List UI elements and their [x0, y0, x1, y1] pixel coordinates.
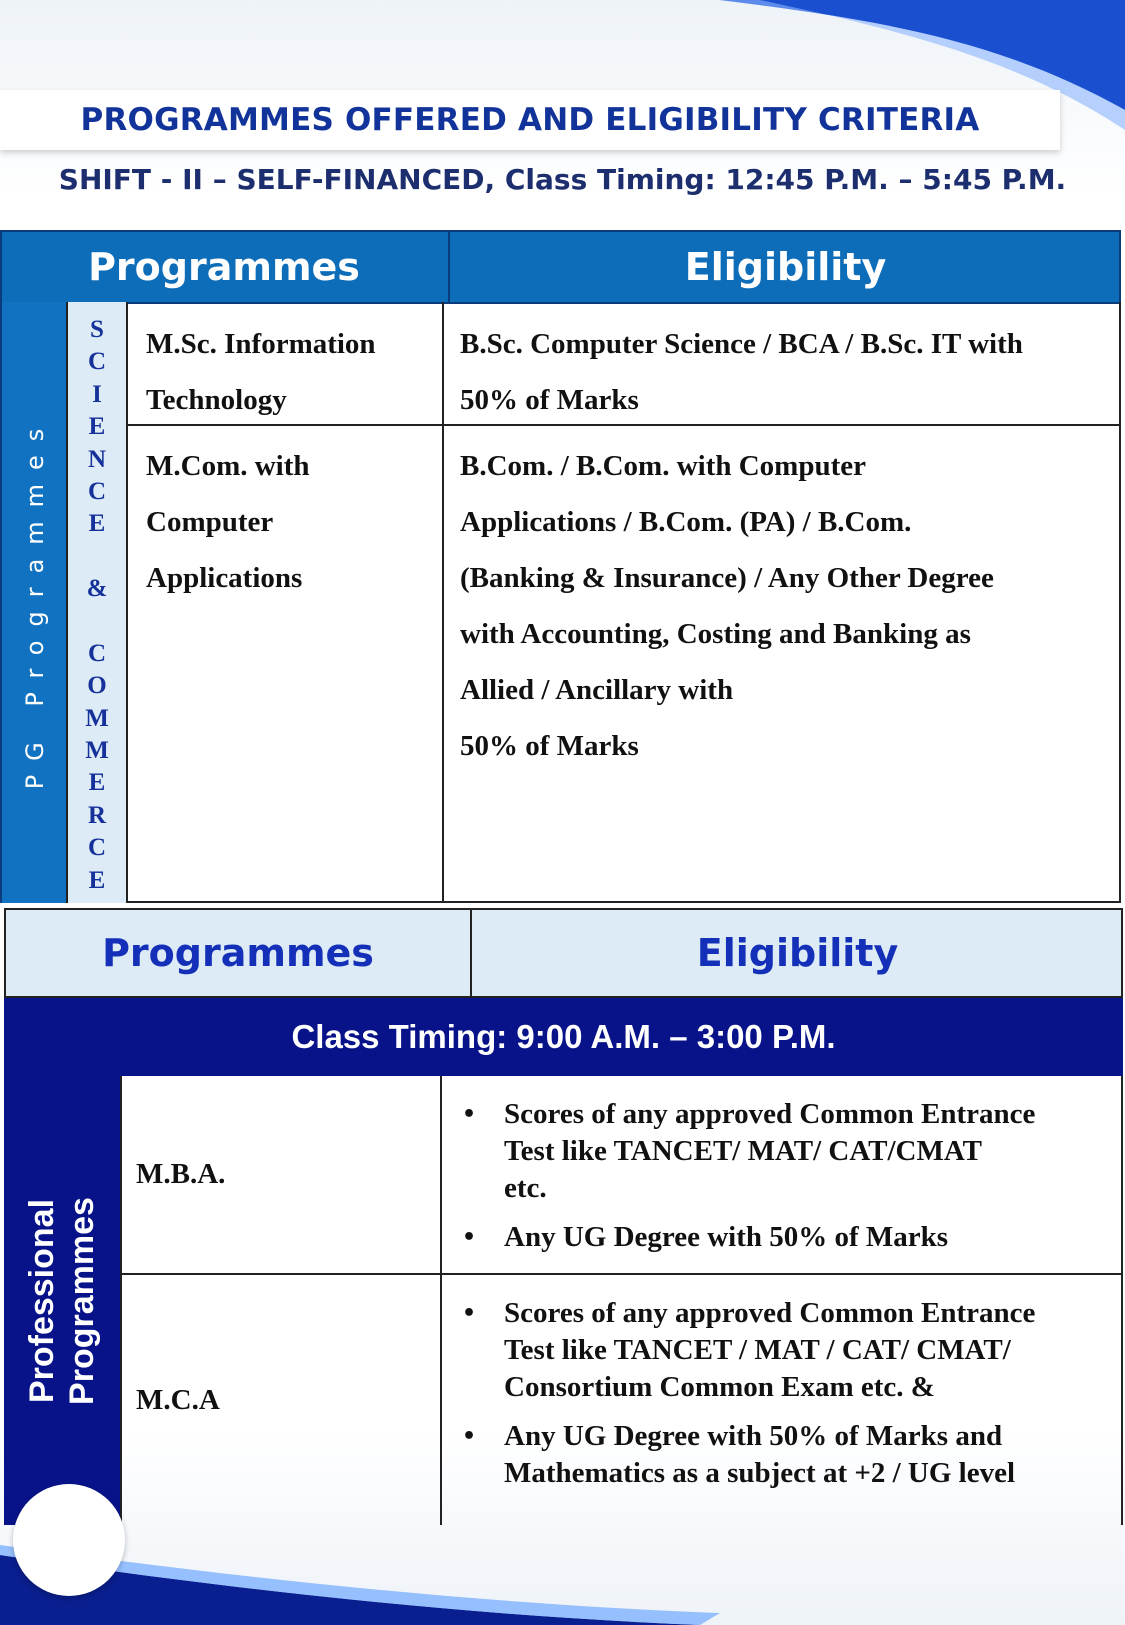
bullet-icon: •: [462, 1301, 477, 1326]
table-body: [126, 302, 1121, 903]
bullet-line: Test like TANCET / MAT / CAT/ CMAT/: [504, 1334, 1011, 1366]
side-label-text: [22, 1197, 102, 1405]
table-row: [120, 1076, 1121, 1275]
pg-programmes-table: [0, 230, 1121, 903]
page-title: PROGRAMMES OFFERED AND ELIGIBILITY CRITERIA: [80, 102, 980, 138]
eligibility-line: with Accounting, Costing and Banking as: [460, 618, 971, 650]
category-letter: M: [85, 737, 109, 765]
shift-subtitle: SHIFT - II – SELF-FINANCED, Class Timing: 12:45 P.M. – 5:45 P.M.: [58, 163, 1067, 196]
category-letter: C: [87, 639, 107, 667]
eligibility-line: B.Com. / B.Com. with Computer: [460, 450, 866, 482]
eligibility-line: (Banking & Insurance) / Any Other Degree: [460, 562, 994, 594]
programme-cell: [126, 302, 444, 424]
bottom-wave-decoration: [0, 1515, 1125, 1625]
side-label-text: PG Programmes: [21, 414, 49, 790]
bullet-icon: •: [462, 1424, 477, 1449]
eligibility-cell: [444, 302, 1119, 424]
eligibility-line: B.Sc. Computer Science / BCA / B.Sc. IT with: [460, 328, 1023, 360]
eligibility-cell: [444, 424, 1119, 901]
pg-programmes-side-label: [0, 302, 66, 903]
category-letter: C: [87, 477, 107, 505]
eligibility-line: Allied / Ancillary with: [460, 674, 734, 706]
class-timing-banner: Class Timing: 9:00 A.M. – 3:00 P.M.: [4, 998, 1123, 1076]
category-letter: E: [88, 413, 106, 441]
table-header: [0, 230, 1121, 304]
category-letter: I: [92, 380, 102, 408]
category-letter: O: [87, 672, 107, 700]
eligibility-cell: [442, 1076, 1121, 1273]
programme-line: M.Sc. Information: [146, 328, 376, 360]
eligibility-line: 50% of Marks: [460, 730, 639, 762]
category-letter: N: [87, 445, 107, 473]
programme-line: Applications: [146, 562, 303, 594]
eligibility-bullet: [462, 1295, 1111, 1406]
table-row: [120, 1275, 1121, 1525]
category-letter: M: [85, 704, 109, 732]
header-eligibility: Eligibility: [448, 232, 1121, 302]
eligibility-line: Applications / B.Com. (PA) / B.Com.: [460, 506, 912, 538]
programme-cell: M.C.A: [120, 1275, 442, 1525]
header-programmes: Programmes: [102, 931, 374, 975]
programme-cell: [126, 424, 444, 901]
category-letter: R: [87, 801, 107, 829]
bullet-line: Consortium Common Exam etc. &: [504, 1371, 935, 1403]
bullet-line: Scores of any approved Common Entrance: [504, 1098, 1036, 1130]
science-commerce-category: [66, 302, 128, 903]
eligibility-bullet: [462, 1219, 1111, 1256]
table-row: [126, 302, 1119, 426]
category-letter: E: [88, 866, 106, 894]
header-eligibility: Eligibility: [470, 910, 1123, 996]
bullet-icon: •: [462, 1225, 477, 1250]
side-label-line: Professional: [23, 1198, 61, 1404]
programme-cell: M.B.A.: [120, 1076, 442, 1273]
category-letter: E: [88, 769, 106, 797]
category-letter: E: [88, 510, 106, 538]
professional-programmes-side-label: [4, 1076, 120, 1525]
table-header: [4, 908, 1123, 998]
programme-line: Computer: [146, 506, 274, 538]
eligibility-bullet: [462, 1096, 1111, 1207]
heading-band: [0, 90, 1060, 150]
category-letter: C: [87, 348, 107, 376]
table-body: [120, 1076, 1123, 1525]
category-letter: C: [87, 834, 107, 862]
category-letter: &: [86, 575, 108, 603]
bullet-line: Scores of any approved Common Entrance: [504, 1297, 1036, 1329]
decorative-circle: [13, 1484, 125, 1596]
eligibility-bullet: [462, 1418, 1111, 1492]
header-programmes: Programmes: [88, 245, 360, 289]
bullet-line: Test like TANCET/ MAT/ CAT/CMAT: [504, 1135, 982, 1167]
bullet-icon: •: [462, 1102, 477, 1127]
category-letter: S: [90, 316, 104, 343]
bullet-line: Mathematics as a subject at +2 / UG level: [504, 1457, 1016, 1489]
side-label-line: Programmes: [63, 1197, 101, 1405]
bullet-line: etc.: [504, 1172, 547, 1204]
eligibility-line: 50% of Marks: [460, 384, 639, 416]
eligibility-cell: [442, 1275, 1121, 1525]
bullet-line: Any UG Degree with 50% of Marks: [504, 1221, 949, 1253]
programme-line: M.Com. with: [146, 450, 310, 482]
professional-programmes-table: [4, 908, 1123, 1525]
programme-line: Technology: [146, 384, 287, 416]
bullet-line: Any UG Degree with 50% of Marks and: [504, 1420, 1003, 1452]
table-row: [126, 424, 1119, 901]
